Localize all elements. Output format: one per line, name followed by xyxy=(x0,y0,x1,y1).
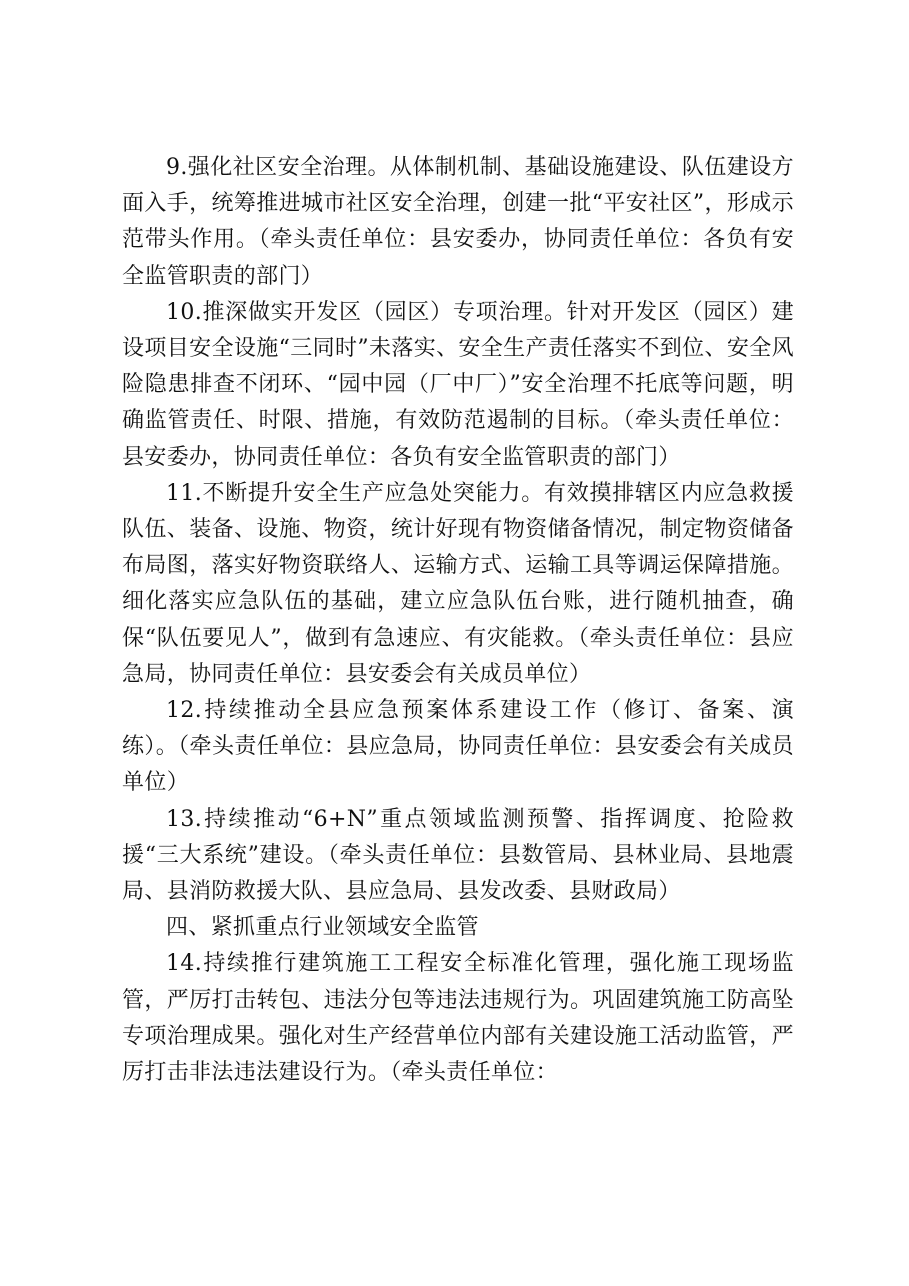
section-heading: 四、紧抓重点行业领域安全监管 xyxy=(166,915,479,941)
paragraph-item-9: 9.强化社区安全治理。从体制机制、基础设施建设、队伍建设方面入手，统筹推进城市社区安全治理，创建一批“平安社区”，形成示范带头作用。（牵头责任单位：县安委办，协同责任单位：各负有安全监管职责的部门） xyxy=(122,155,794,289)
document-body xyxy=(122,150,794,1091)
paragraph-item-10: 10.推深做实开发区（园区）专项治理。针对开发区（园区）建设项目安全设施“三同时”未落实、安全生产责任落实不到位、安全风险隐患排查不闭环、“园中园（厂中厂）”安全治理不托底等问题，明确监管责任、时限、措施，有效防范遏制的目标。（牵头责任单位：县安委办，协同责任单位：各负有安全监管职责的部门） xyxy=(122,299,794,470)
paragraph-item-14: 14.持续推行建筑施工工程安全标准化管理，强化施工现场监管，严厉打击转包、违法分包等违法违规行为。巩固建筑施工防高坠专项治理成果。强化对生产经营单位内部有关建设施工活动监管，严厉打击非法违法建设行为。（牵头责任单位： xyxy=(122,951,794,1086)
paragraph-item-13: 13.持续推动“6+N”重点领域监测预警、指挥调度、抢险救援“三大系统”建设。（牵头责任单位：县数管局、县林业局、县地震局、县消防救援大队、县应急局、县发改委、县财政局） xyxy=(122,806,794,905)
paragraph-item-11: 11.不断提升安全生产应急处突能力。有效摸排辖区内应急救援队伍、装备、设施、物资，统计好现有物资储备情况，制定物资储备布局图，落实好物资联络人、运输方式、运输工具等调运保障措施。细化落实应急队伍的基础，建立应急队伍台账，进行随机抽查，确保“队伍要见人”，做到有急速应、有灾能救。（牵头责任单位：县应急局，协同责任单位：县安委会有关成员单位） xyxy=(122,480,794,687)
paragraph-item-12: 12.持续推动全县应急预案体系建设工作（修订、备案、演练）。（牵头责任单位：县应急局，协同责任单位：县安委会有关成员单位） xyxy=(122,698,794,796)
